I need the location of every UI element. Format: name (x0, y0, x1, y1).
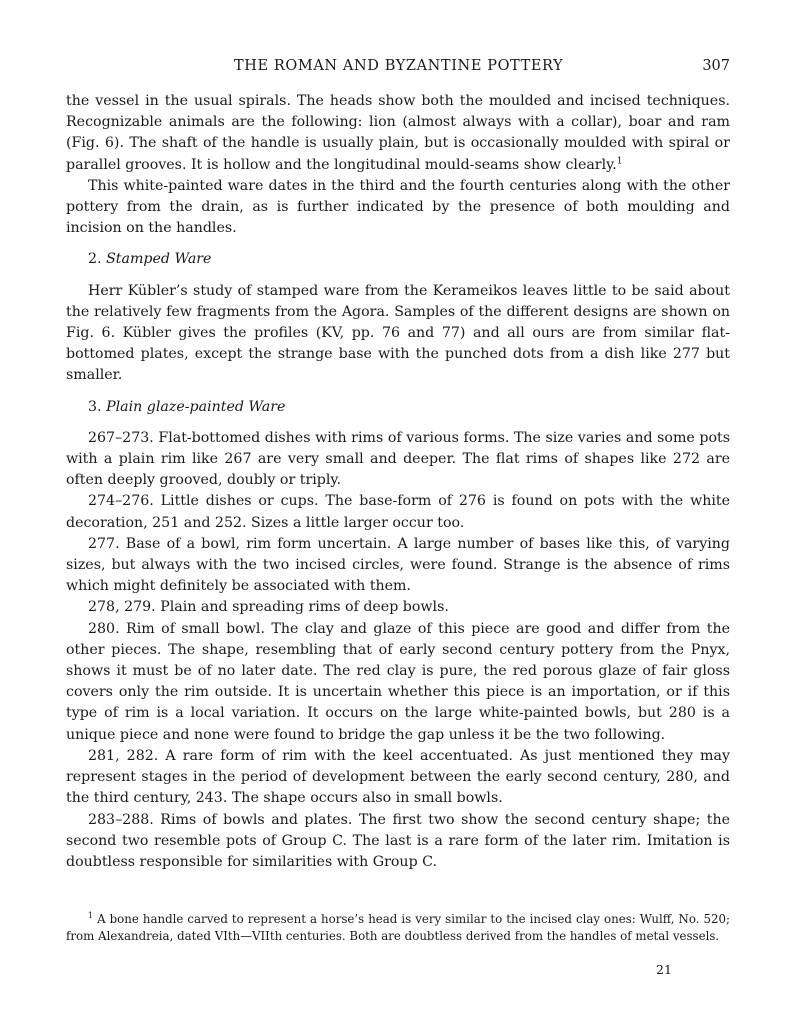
section-heading (88, 249, 730, 270)
section-number: 2. (88, 251, 102, 268)
catalogue-entry: 278, 279. Plain and spreading rims of deep bowls. (88, 599, 449, 616)
section-title: Stamped Ware (106, 251, 212, 268)
running-title: THE ROMAN AND BYZANTINE POTTERY (234, 58, 564, 74)
footnote-mark: 1 (88, 911, 94, 921)
footnote-text: A bone handle carved to represent a horse’s head is very similar to the incised clay ones: Wulff, No. 520; from Alexandreia, dated VIth—VIIth centuries. Both are doubtless derived from the handles of metal vessels. (66, 912, 730, 943)
page-header (66, 58, 730, 80)
section-title: Plain glaze-painted Ware (106, 398, 286, 415)
catalogue-entry: 281, 282. A rare form of rim with the keel accentuated. As just mentioned they may represent stages in the period of development between the early second century, 280, and the third century, 243. The shape occurs also in small bowls. (66, 747, 730, 807)
catalogue-entry: 283–288. Rims of bowls and plates. The first two show the second century shape; the second two resemble pots of Group C. The last is a rare form of the later rim. Imitation is doubtless responsible for similarities with Group C. (66, 811, 730, 870)
paragraph: This white-painted ware dates in the third and the fourth centuries along with the other pottery from the drain, as is further indicated by the presence of both moulding and incision on the handles. (66, 177, 730, 237)
section-heading (88, 397, 730, 418)
footnote-reference[interactable]: 1 (616, 155, 623, 166)
paragraph: Herr Kübler’s study of stamped ware from the Kerameikos leaves little to be said about the relatively few fragments from the Agora. Samples of the different designs are shown on Fig. 6. Kübler gives the profiles (KV, pp. 76 and 77) and all ours are from similar flat-bottomed plates, except the strange base with the punched dots from a dish like 277 but smaller. (66, 282, 730, 384)
catalogue-entry: 277. Base of a bowl, rim form uncertain. A large number of bases like this, of varying sizes, but always with the two incised circles, were found. Strange is the absence of rims which might definitely be associated with them. (66, 535, 730, 595)
catalogue-entry: 280. Rim of small bowl. The clay and glaze of this piece are good and differ from the other pieces. The shape, resembling that of early second century pottery from the Pnyx, shows it must be of no later date. The red clay is pure, the red porous glaze of fair gloss covers only the rim outside. It is uncertain whether this piece is an importation, or if this type of rim is a local variation. It occurs on the large white-painted bowls, but 280 is a unique piece and none were found to bridge the gap unless it be the two following. (66, 620, 730, 743)
body-text (66, 91, 730, 873)
page-number: 307 (702, 58, 730, 74)
signature-mark: 21 (656, 962, 672, 977)
section-number: 3. (88, 398, 102, 415)
paragraph: the vessel in the usual spirals. The heads show both the moulded and incised techniques. Recognizable animals are the following: lion (almost always with a collar), boar and ram (Fig. 6). The shaft of the handle is usually plain, but is occasionally moulded with spiral or parallel grooves. It is hollow and the longitudinal mould-seams show clearly.$^1$ (66, 93, 730, 173)
footnote (66, 911, 730, 945)
catalogue-entry: 274–276. Little dishes or cups. The base-form of 276 is found on pots with the white decoration, 251 and 252. Sizes a little larger occur too. (66, 493, 730, 531)
catalogue-entry: 267–273. Flat-bottomed dishes with rims of various forms. The size varies and some pots with a plain rim like 267 are very small and deeper. The flat rims of shapes like 272 are often deeply grooved, doubly or triply. (66, 429, 730, 489)
